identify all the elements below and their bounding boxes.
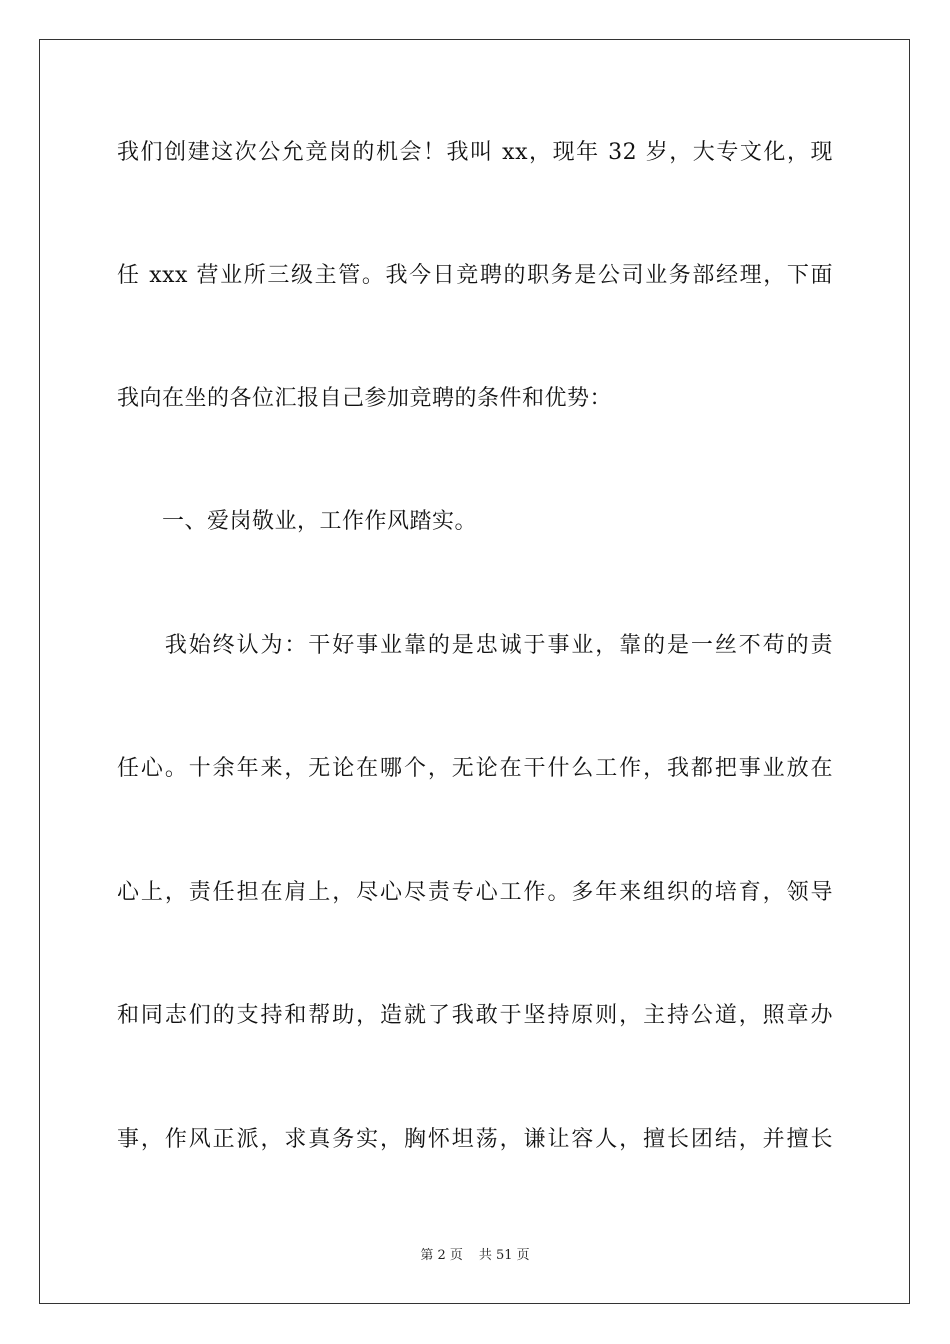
page-total: 共 51 页 (478, 1248, 530, 1263)
text-line: 事，作风正派，求真务实，胸怀坦荡，谦让容人，擅长团结，并擅长 (117, 1127, 833, 1152)
text-line: 和同志们的支持和帮助，造就了我敢于坚持原则，主持公道，照章办 (117, 1003, 833, 1028)
text-line: 我向在坐的各位汇报自己参加竞聘的条件和优势： (117, 386, 613, 411)
page-footer (0, 1247, 950, 1265)
text-line: 心上，责任担在肩上，尽心尽责专心工作。多年来组织的培育，领导 (117, 880, 833, 905)
text-line: 我们创建这次公允竞岗的机会！我叫 xx，现年 32 岁，大专文化，现 (117, 140, 833, 165)
text-line: 任 xxx 营业所三级主管。我今日竞聘的职务是公司业务部经理，下面 (117, 263, 833, 288)
text-line: 任心。十余年来，无论在哪个，无论在干什么工作，我都把事业放在 (117, 756, 833, 781)
page-border (39, 39, 910, 1304)
text-line: 我始终认为：干好事业靠的是忠诚于事业，靠的是一丝不苟的责 (117, 633, 833, 658)
page-number: 第 2 页 (420, 1248, 463, 1263)
section-heading: 一、爱岗敬业，工作作风踏实。 (117, 509, 478, 534)
